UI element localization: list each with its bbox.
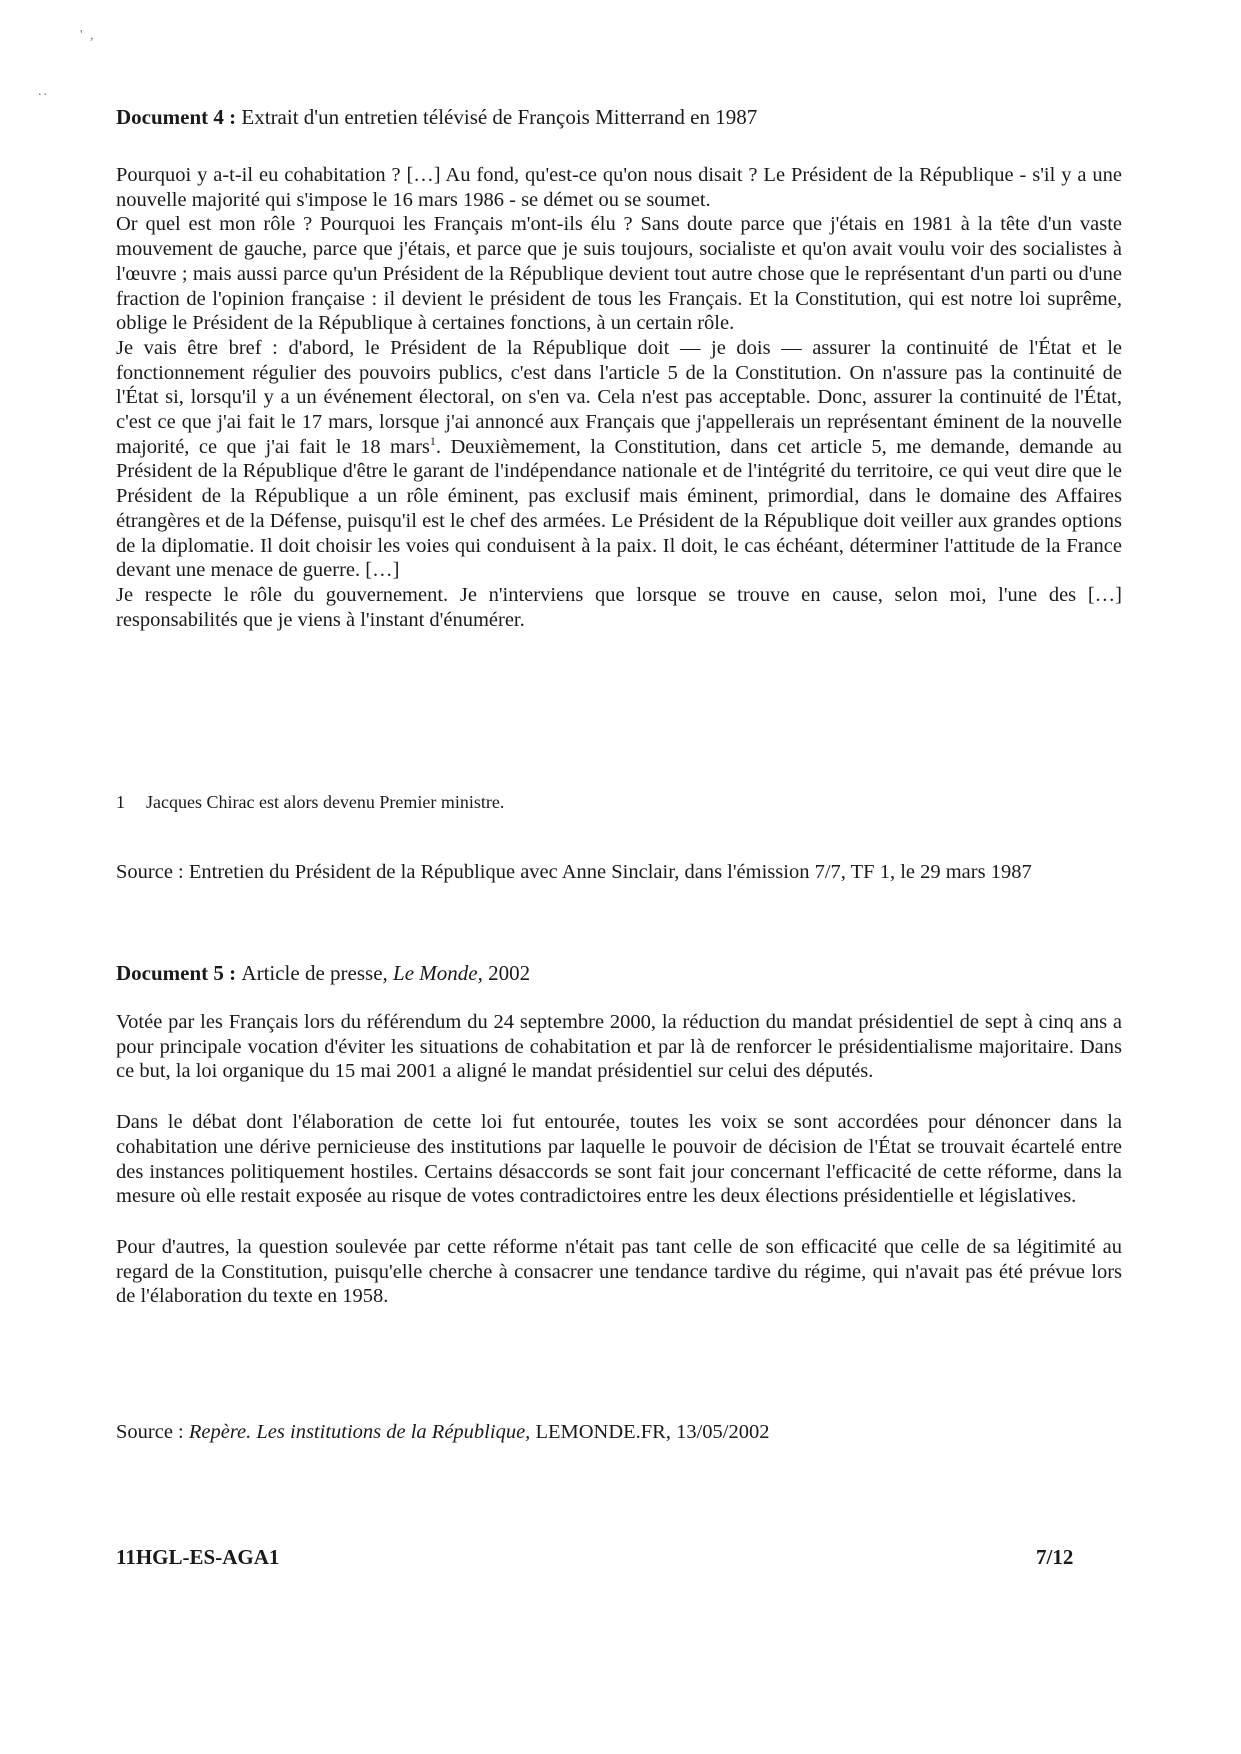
- doc4-label: Document 4: [116, 105, 224, 129]
- scan-mark: ..: [38, 84, 49, 99]
- doc4-paragraph: Or quel est mon rôle ? Pourquoi les Français m'ont-ils élu ? Sans doute parce que j'étais en 1981 à la tête d'un vaste mouvement de gauche, parce que j'étais, et parce que je suis toujours, socialiste et qu'on avait voulu voir des socialistes à l'œuvre ; mais aussi parce qu'un Président de la République devient tout autre chose que le représentant d'un parti ou d'une fraction de l'opinion française : il devient le président de tous les Français. Et la Constitution, qui est notre loi suprême, oblige le Président de la République à certaines fonctions, à un certain rôle.: [116, 213, 1122, 335]
- paragraph-gap: [116, 1084, 1122, 1110]
- doc4-source: Source : Entretien du Président de la République avec Anne Sinclair, dans l'émission 7/7, TF 1, le 29 mars 1987: [116, 861, 1032, 883]
- doc5-paragraph: Pour d'autres, la question soulevée par cette réforme n'était pas tant celle de son efficacité que celle de sa légitimité au regard de la Constitution, puisqu'elle cherche à consacrer une tendance tardive du régime, qui n'avait pas été prévue lors de l'élaboration du texte en 1958.: [116, 1235, 1122, 1308]
- doc5-source-title: Repère. Les institutions de la République,: [188, 1421, 531, 1443]
- paragraph-gap: [116, 1209, 1122, 1235]
- doc5-label: Document 5: [116, 961, 224, 985]
- doc5-source-prefix: Source :: [116, 1421, 189, 1443]
- footnote-number: 1: [116, 792, 125, 812]
- doc5-source-suffix: LEMONDE.FR, 13/05/2002: [530, 1421, 770, 1443]
- doc4-p3-text: . Deuxièmement, la Constitution, dans cet article 5, me demande, demande au Président de la République d'être le garant de l'indépendance nationale et de l'intégrité du territoire, ce qui veut dire que le Président de la République a un rôle éminent, pas exclusif mais éminent, primordial, dans le domaine des Affaires étrangères et de la Défense, puisqu'il est le chef des armées. Le Président de la République doit veiller aux grandes options de la diplomatie. Il doit choisir les voies qui conduisent à la paix. Il doit, le cas échéant, déterminer l'attitude de la France devant une menace de guerre. […]: [116, 435, 1122, 582]
- doc4-paragraph: Pourquoi y a-t-il eu cohabitation ? […] Au fond, qu'est-ce qu'on nous disait ? Le Président de la République - s'il y a une nouvelle majorité qui s'impose le 16 mars 1986 - se démet ou se soumet.: [116, 164, 1122, 211]
- page-number: 7/12: [1036, 1545, 1074, 1569]
- doc5-title-suffix: 2002: [482, 961, 531, 985]
- doc5-separator: :: [223, 961, 242, 985]
- doc5-heading: [116, 960, 1122, 986]
- footnote-ref: 1: [429, 433, 436, 448]
- doc4-paragraph: [116, 336, 1122, 583]
- doc5-body: [116, 1010, 1122, 1309]
- doc4-title: Extrait d'un entretien télévisé de François Mitterrand en 1987: [241, 105, 758, 129]
- doc5-paragraph: Votée par les Français lors du référendum du 24 septembre 2000, la réduction du mandat présidentiel de sept à cinq ans a pour principale vocation d'éviter les situations de cohabitation et par là de renforcer le présidentialisme majoritaire. Dans ce but, la loi organique du 15 mai 2001 a aligné le mandat présidentiel sur celui des députés.: [116, 1011, 1122, 1083]
- scan-mark: ' ,: [80, 28, 96, 43]
- doc4-body: [116, 163, 1122, 632]
- exam-code: 11HGL-ES-AGA1: [116, 1545, 280, 1569]
- doc5-title-prefix: Article de presse,: [241, 961, 394, 985]
- doc4-separator: :: [223, 105, 242, 129]
- doc5-source: [116, 1420, 1122, 1445]
- doc5-paragraph: Dans le débat dont l'élaboration de cette loi fut entourée, toutes les voix se sont accordées pour dénoncer dans la cohabitation une dérive pernicieuse des institutions par laquelle le pouvoir de décision de l'État se trouvait écartelé entre des instances politiquement hostiles. Certains désaccords se sont fait jour concernant l'efficacité de cette réforme, dans la mesure où elle restait exposée au risque de votes contradictoires entre les deux élections présidentielle et législatives.: [116, 1111, 1122, 1208]
- doc5-title-italic: Le Monde,: [393, 961, 483, 985]
- footnote-text: Jacques Chirac est alors devenu Premier ministre.: [146, 792, 505, 812]
- doc4-p3-text: Je vais être bref : d'abord, le Président de la République doit — je dois — assurer la continuité de l'État et le fonctionnement régulier des pouvoirs publics, c'est dans l'article 5 de la Constitution. On n'assure pas la continuité de l'État si, lorsqu'il y a un événement électoral, on s'en va. Cela n'est pas acceptable. Donc, assurer la continuité de l'État, c'est ce que j'ai fait le 17 mars, lorsque j'ai annoncé aux Français que j'appellerais un représentant éminent de la nouvelle majorité, ce que j'ai fait le 18 mars: [116, 336, 1122, 458]
- doc4-paragraph: Je respecte le rôle du gouvernement. Je n'interviens que lorsque se trouve en cause, selon moi, l'une des […] responsabilités que je viens à l'instant d'énumérer.: [116, 583, 1122, 631]
- doc4-footnote: [116, 790, 1122, 814]
- doc4-heading: [116, 104, 1122, 130]
